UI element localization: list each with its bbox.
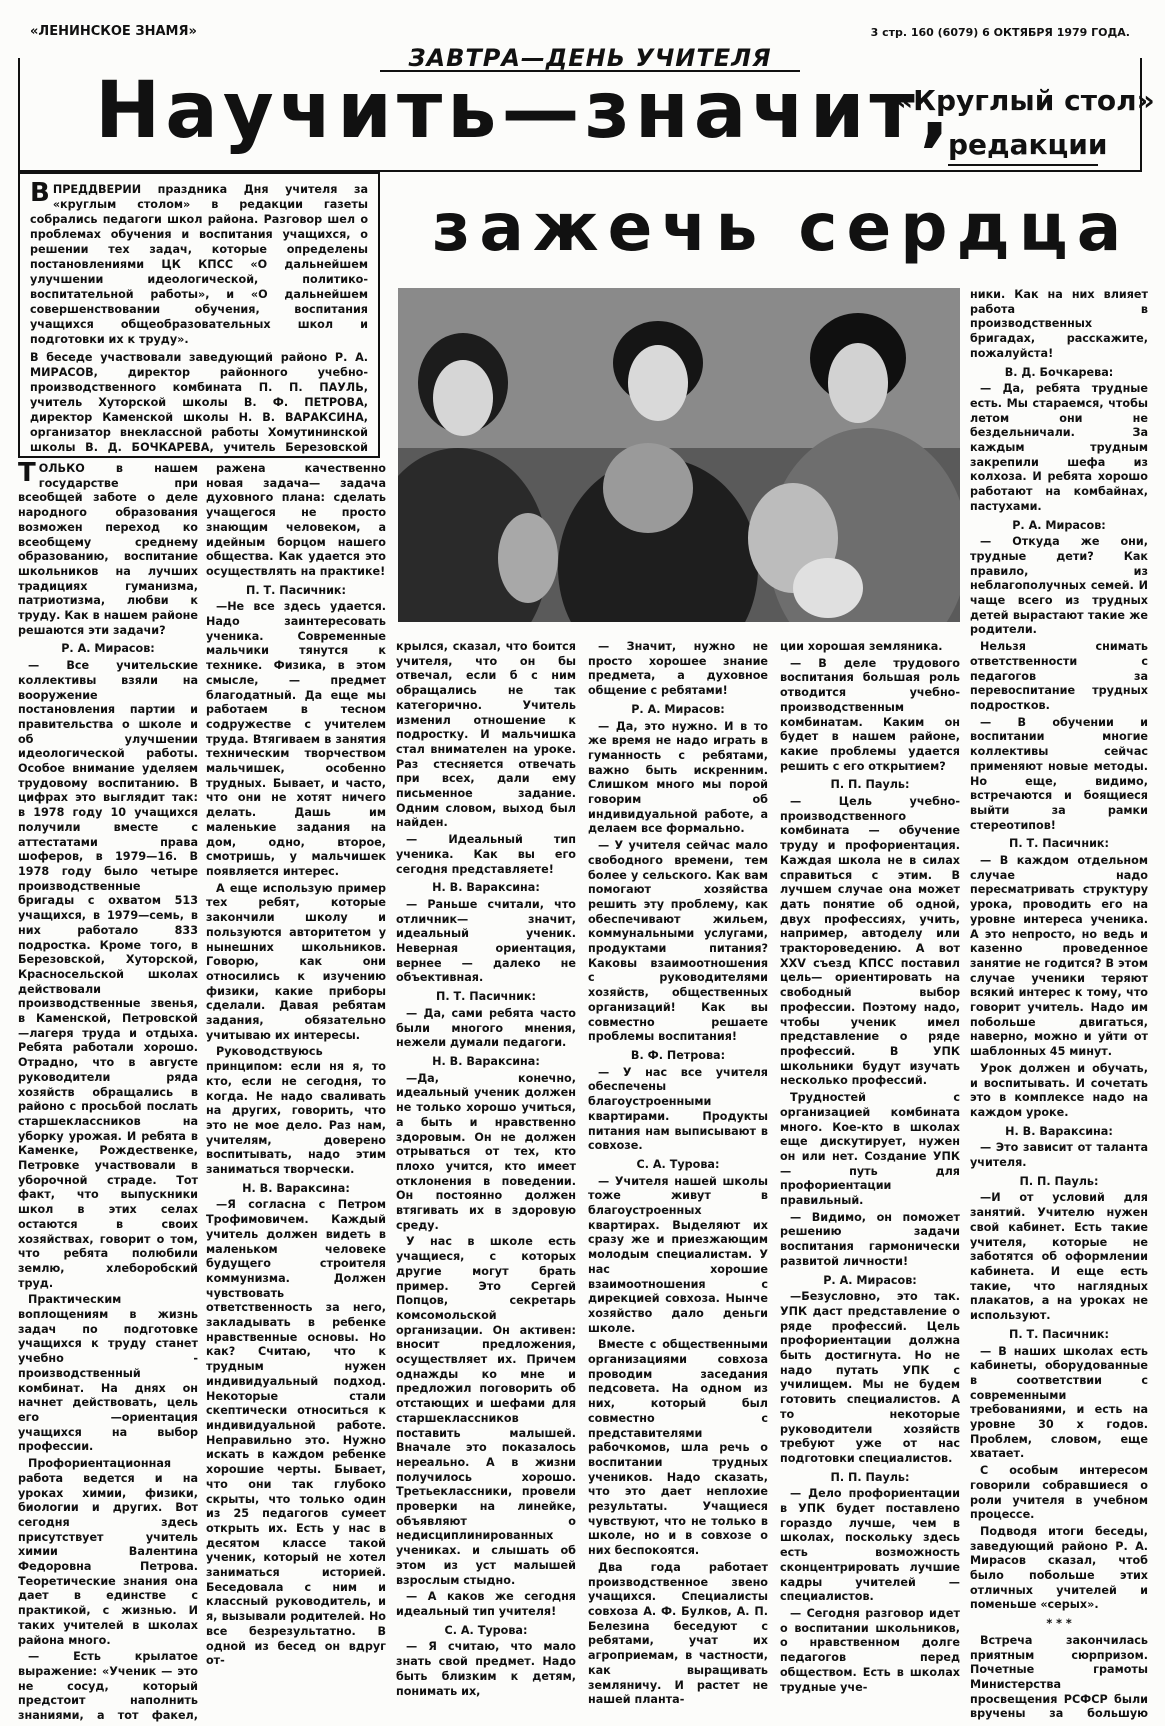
paragraph: — Да, ребята трудные есть. Мы стараемся, чтобы летом они не бездельничали. За каждым трудным закрепили шефа из колхоза. И ребята хорошо работают на комбайнах, пастухами. [970,382,1148,513]
column-2 [206,462,386,1722]
paragraph: крылся, сказал, что боится учителя, что он бы отвечал, если б с ним обращались не так категорично. Учитель изменил отношение к подростку. И мальчишка стал внимателен на уроке. Раз стесняется отвечать при всех, дали ему письменное задание. Одним словом, выход был найден. [396,640,576,830]
paragraph: — Да, сами ребята часто были многого мнения, нежели думали педагоги. [396,1006,576,1050]
issue-line: 3 стр. 160 (6079) 6 ОКТЯБРЯ 1979 ГОДА. [870,26,1130,39]
col1-lead-text: ОЛЬКО в нашем государстве при всеобщей заботе о деле народного образования возможен переход ко всеобщему среднему образованию, воспитание школьников на лучших традициях гуманизма, патриотизма, любви к труду. Как в нашем районе решаются эти задачи? [18,462,198,637]
paragraph: Трудностей с организацией комбината много. Кое-кто в школах еще дискутирует, нужен он или нет. Создание УПК— путь для профориентации правильный. [780,1091,960,1208]
col1-dropcap: Т [18,462,36,488]
paragraph: Подводя итоги беседы, заведующий районо Р. А. Мирасов сказал, чтоб было побольше этих отличных учителей и поменьше «серых». [970,1524,1148,1612]
teachers-photo-drawing [398,288,960,622]
question: — Идеальный тип ученика. Как вы его сегодня представляете! [396,833,576,876]
column-5 [780,640,960,1722]
paragraph: Руководствуюсь принципом: если ня я, то кто, если не сегодня, то когда. Не надо сваливать на других, говорить, что это не мое дело. Раз нам, учителям, доверено воспитывать, надо этим заниматься творчески. [206,1045,386,1177]
question: — У учителя сейчас мало свободного времени, тем более у сельского. Как вам помогают хозяйства решить эту проблему, как обеспечивают жильем, коммунальными услугами, продуктами питания? Каковы взаимоотношения с руководителями хозяйств, общественных организаций! Как вы совместно решаете проблемы воспитания! [588,839,768,1044]
speaker-label: П. Т. Пасичник: [1009,837,1109,851]
intro-paragraph-2: В беседе участвовали заведующий районо Р. А. МИРАСОВ, директор районного учебно-производственного комбината П. П. ПАУЛЬ, учитель Хуторской школы В. Ф. ПЕТРОВА, директор Каменской школы Н. В. ВАРАКСИНА, организатор внеклассной работы Хомутининской школы В. Д. БОЧКАРЕВА, учитель Березовской [30,351,368,454]
speaker-label: П. П. Пауль: [830,778,910,792]
paragraph: —И от условий для занятий. Учителю нужен свой кабинет. Есть такие учителя, которые не заботятся об оформлении кабинета. И еще есть такие, что наглядных плакатов, а на уроках не используют. [970,1191,1148,1323]
paragraph: ции хорошая земляника. [780,640,943,653]
paragraph: Нельзя снимать ответственности с педагогов за перевоспитание трудных подростков. [970,640,1148,712]
speaker-label: С. А. Турова: [444,1623,528,1637]
speaker-label: П. Т. Пасичник: [436,990,536,1004]
masthead [30,20,1130,42]
paragraph: —Безусловно, это так. УПК даст представление о ряде профессий. Цель профориентации должна быть достигнута. Но не надо путать УПК с училищем. Мы не будем готовить специалистов. А то некоторые руководители хозяйств требуют уже от нас подготовки специалистов. [780,1290,960,1465]
speaker-label: Н. В. Вараксина: [432,1054,540,1068]
column-3 [396,640,576,1722]
question: — Есть крылатое выражение: «Ученик — это не сосуд, который предстоит наполнить знаниями, а тот факел, [18,1650,198,1722]
round-table-rule [948,164,1098,166]
paragraph: — В наших школах есть кабинеты, оборудованные в соответствии с современными требованиями, и есть на уровне 30 х годов. Проблем, словом, еще хватает. [970,1344,1148,1461]
paragraph: — Это зависит от таланта учителя. [970,1141,1148,1170]
paragraph: — Я считаю, что мало знать свой предмет. Надо быть близким к детям, понимать их, [396,1640,576,1698]
speaker-label: Р. А. Мирасов: [1012,518,1106,532]
paragraph: — Откуда же они, трудные дети? Как правило, из неблагополучных семей. И чаще всего из трудных детей вырастают такие же родители. [970,535,1148,637]
paragraph: — Раньше считали, что отличник— значит, идеальный ученик. Неверная ориентация, вернее — далеко не объективная. [396,897,576,985]
column-6 [970,288,1148,1722]
speaker-label: Н. В. Вараксина: [432,881,540,895]
paragraph: —Да, конечно, идеальный ученик должен не только хорошо учиться, а быть и нравственно здоровым. Он не должен отрываться от тех, кто плохо учится, кто имеет отклонения в поведении. Он постоянно должен втягивать их в здоровую среду. [396,1071,576,1232]
column-1 [18,462,198,1722]
paragraph: Вместе с общественными организациями совхоза проводим заседания педсовета. На одном из них, который был совместно с представителями рабочкомов, шла речь о воспитании трудных учеников. Надо сказать, что это дает неплохие результаты. Учащиеся чувствуют, что не только в школе, но и в совхозе о них беспокоятся. [588,1338,768,1558]
round-table-sublabel: редакции [948,128,1108,161]
paragraph: — Дело профориентации в УПК будет поставлено гораздо лучше, чем в школах, поскольку здесь есть возможность сконцентрировать лучшие кадры учителей — специалистов. [780,1487,960,1604]
paragraph: — Да, это нужно. И в то же время не надо играть в гуманность с ребятами, важно быть искренним. Слишком много мы порой говорим об индивидуальной работе, а делаем все формально. [588,719,768,836]
question: — А каков же сегодня идеальный тип учителя! [396,1590,576,1618]
paragraph: Практическим воплощениям в жизнь задач по подготовке учащихся к труду станет учебно - производственный комбинат. На днях он начнет действовать, цель его —ориентация учащихся на выбор профессии. [18,1293,198,1454]
speaker-label: В. Д. Бочкарева: [1004,365,1114,379]
speaker-label: Р. А. Мирасов: [631,702,725,716]
paragraph: — Все учительские коллективы взяли на вооружение постановления партии и правительства о школе и об улучшении идеологической работы. Особое внимание уделяем трудовому воспитанию. В цифрах это выглядит так: в 1978 году 10 учащихся получили вместе с аттестатами права шоферов, в 1979—16. В 1978 году было четыре производственные бригады с охватом 513 учащихся, в 1979—семь, в них работало 833 подростка. Кроме того, в Березовской, Хуторской, Красносельской школах действовали производственные звенья, в Каменской, Петровской —лагеря труда и отдыха. Ребята работали хорошо. Отрадно, что в августе руководители ряда хозяйств обращались в районо с просьбой послать старшеклассников на уборку урожая. И ребята в Каменке, Рождественке, Петровке участвовали в уборочной страде. Тот факт, что выпускники школ в этих селах остаются в своих хозяйствах, говорит о том, что ребята полюбили землю, хлеборобский труд. [18,659,198,1290]
question: — Значит, нужно не просто хорошее знание предмета, а духовное общение с ребятами! [588,640,768,698]
intro-dropcap: В [30,178,50,208]
question: — В обучении и воспитании многие коллективы сейчас применяют новые методы. Но еще, видимо, встречаются и боящиеся выйти за рамки стереотипов! [970,715,1148,832]
speaker-label: В. Ф. Петрова: [630,1048,726,1062]
headline-line-1: Научить—значит, [95,66,955,156]
paper-name: «ЛЕНИНСКОЕ ЗНАМЯ» [30,24,197,39]
question: ражена качественно новая задача— задача духовного плана: сделать учащегося не просто знающим человеком, а идейным борцом нашего общества. Как удается это осуществлять на практике! [206,462,386,578]
paragraph: Профориентационная работа ведется и на уроках химии, физики, биологии и других. Вот сегодня здесь присутствует учитель химии Валентина Федоровна Петрова. Теоретические знания она дает в единстве с практикой, с жизнью. И таких учителей в школах района много. [18,1457,198,1647]
kicker: ЗАВТРА—ДЕНЬ УЧИТЕЛЯ [408,44,772,72]
speaker-label: С. А. Турова: [636,1157,720,1171]
paragraph: — Цель учебно-производственного комбината — обучение труду и профориентация. Каждая школа не в силах справиться с этим. В лучшем случае она может дать понятие об одной, двух профессиях, учить, например, автоделу или трактороведению. А вот XXV съезд КПСС поставил цель— ориентировать на свободный выбор профессии. Поэтому надо, чтобы ученик имел представление о ряде профессий. В УПК школьники будут изучать несколько профессий. [780,795,960,1088]
col1-lead [18,462,198,638]
paragraph: —Я согласна с Петром Трофимовичем. Каждый учитель должен видеть в маленьком человеке будущего строителя коммунизма. Должен чувствовать ответственность за него, закладывать в ребенке нравственные основы. Но как? Считаю, что к трудным нужен индивидуальный подход. Некоторые стали скептически относиться к индивидуальной работе. Неправильно это. Нужно искать в каждом ребенке хорошие черты. Бывает, что они так глубоко скрыты, что только один из 25 педагогов сумеет открыть их. Есть у нас в десятом классе такой ученик, который не хотел заниматься историей. Беседовала с ним и классный руководитель, и я, вызывали родителей. Но все безрезультатно. В одной из бесед он вдруг от- [206,1198,386,1668]
speaker-label: Р. А. Мирасов: [61,642,155,656]
question: — Видимо, он поможет решению задачи воспитания гармонически развитой личности! [780,1210,960,1268]
paragraph: — В каждом отдельном случае надо пересматривать структуру урока, проводить его на уровне интереса ученика. А это непросто, но ведь и казенно проведенное занятие не годится? В этом случае ученики теряют всякий интерес к тому, что говорит учитель. Надо им побольше двигаться, наверно, можно и уйти от шаблонных 45 минут. [970,854,1148,1059]
paragraph: — Учителя нашей школы тоже живут в благоустроенных квартирах. Выделяют их сразу же и приезжающим молодым специалистам. У нас хорошие взаимоотношения с дирекцией совхоза. Нынче хозяйство дало деньги школе. [588,1174,768,1335]
question: ники. Как на них влияет работа в производственных бригадах, расскажите, пожалуйста! [970,288,1148,360]
paragraph: У нас в школе есть учащиеся, с которых другие могут брать пример. Это Сергей Попцов, секретарь комсомольской организации. Он активен: вносит предложения, осуществляет их. Причем однажды ко мне и предложил поговорить об отстающих и шефами для старшеклассников поставить малышей. Вначале это показалось нереально. А в жизни получилось хорошо. Третьеклассники, провели проверки на линейке, объявляют о недисциплинированных учениках. и слышать об этом из уст малышей взрослым стыдно. [396,1235,576,1587]
intro-box [18,172,380,458]
speaker-label: П. П. Пауль: [830,1470,910,1484]
teachers-photo [398,288,960,622]
speaker-label: П. П. Пауль: [1019,1174,1099,1188]
question: — Сегодня разговор идет о воспитании школьников, о нравственном долге педагогов перед обществом. Есть в школах трудные уче- [780,1607,960,1694]
round-table-label: «Круглый стол» [895,84,1155,117]
headline-line-2: зажечь сердца [432,189,1131,266]
paragraph: А еще использую пример тех ребят, которые закончили школу и пользуются авторитетом у нынешних школьников. Говорю, как они относились к изучению физики, какие приборы сделали. Давая ребятам задания, обязательно учитываю их интересы. [206,881,386,1042]
paragraph: Два года работает производственное звено учащихся. Специалисты совхоза А. Ф. Булков, А. П. Белезина беседуют с ребятами, учат их агроприемам, в частности, как выращивать земляничу. И растет не нашей планта- [588,1560,768,1707]
speaker-label: Р. А. Мирасов: [823,1273,917,1287]
question: — В деле трудового воспитания большая роль отводится учебно-производственным комбинатам. Каким он будет в нашем районе, какие проблемы удается решить с его открытием? [780,656,960,773]
intro-paragraph-1 [30,178,368,347]
column-4 [588,640,768,1722]
paragraph: С особым интересом говорили собравшиеся о роли учителя в учебном процессе. [970,1464,1148,1522]
speaker-label: Н. В. Вараксина: [242,1181,350,1195]
paragraph: Урок должен и обучать, и воспитывать. И сочетать это в комплексе надо на каждом уроке. [970,1061,1148,1119]
speaker-label: П. Т. Пасичник: [1009,1327,1109,1341]
paragraph: —Не все здесь удается. Надо заинтересовать ученика. Современные мальчики тянутся к технике. Физика, в этом смысле, — предмет благодатный. Да еще мы работаем в тесном содружестве с учителем труда. Втягиваем в занятия техническим творчеством мальчишек, особенно трудных. Бывает, и часто, что они не хотят ничего делать. Дашь им маленькие задания на дом, одно, второе, смотришь, у мальчишек появляется интерес. [206,600,386,878]
section-stars: * * * [1046,1617,1072,1631]
speaker-label: Н. В. Вараксина: [1005,1124,1113,1138]
speaker-label: П. Т. Пасичник: [246,583,346,597]
intro-text-1: ПРЕДДВЕРИИ праздника Дня учителя за «круглым столом» в редакции газеты собрались педагоги школ района. Разговор шел о проблемах обучения и воспитания учащихся, о решении тех задач, которые определены постановлениями ЦК КПСС «О дальнейшем улучшении идеологической, политико-воспитательной работы», и «О дальнейшем совершенствовании обучения, воспитания учащихся общеобразовательных школ и подготовки их к труду». [30,183,368,346]
paragraph: — У нас все учителя обеспечены благоустроенными квартирами. Продукты питания нам выписывают в совхозе. [588,1065,768,1153]
paragraph: Встреча закончилась приятным сюрпризом. Почетные грамоты Министерства просвещения РСФСР были вручены за большую [970,1633,1148,1721]
